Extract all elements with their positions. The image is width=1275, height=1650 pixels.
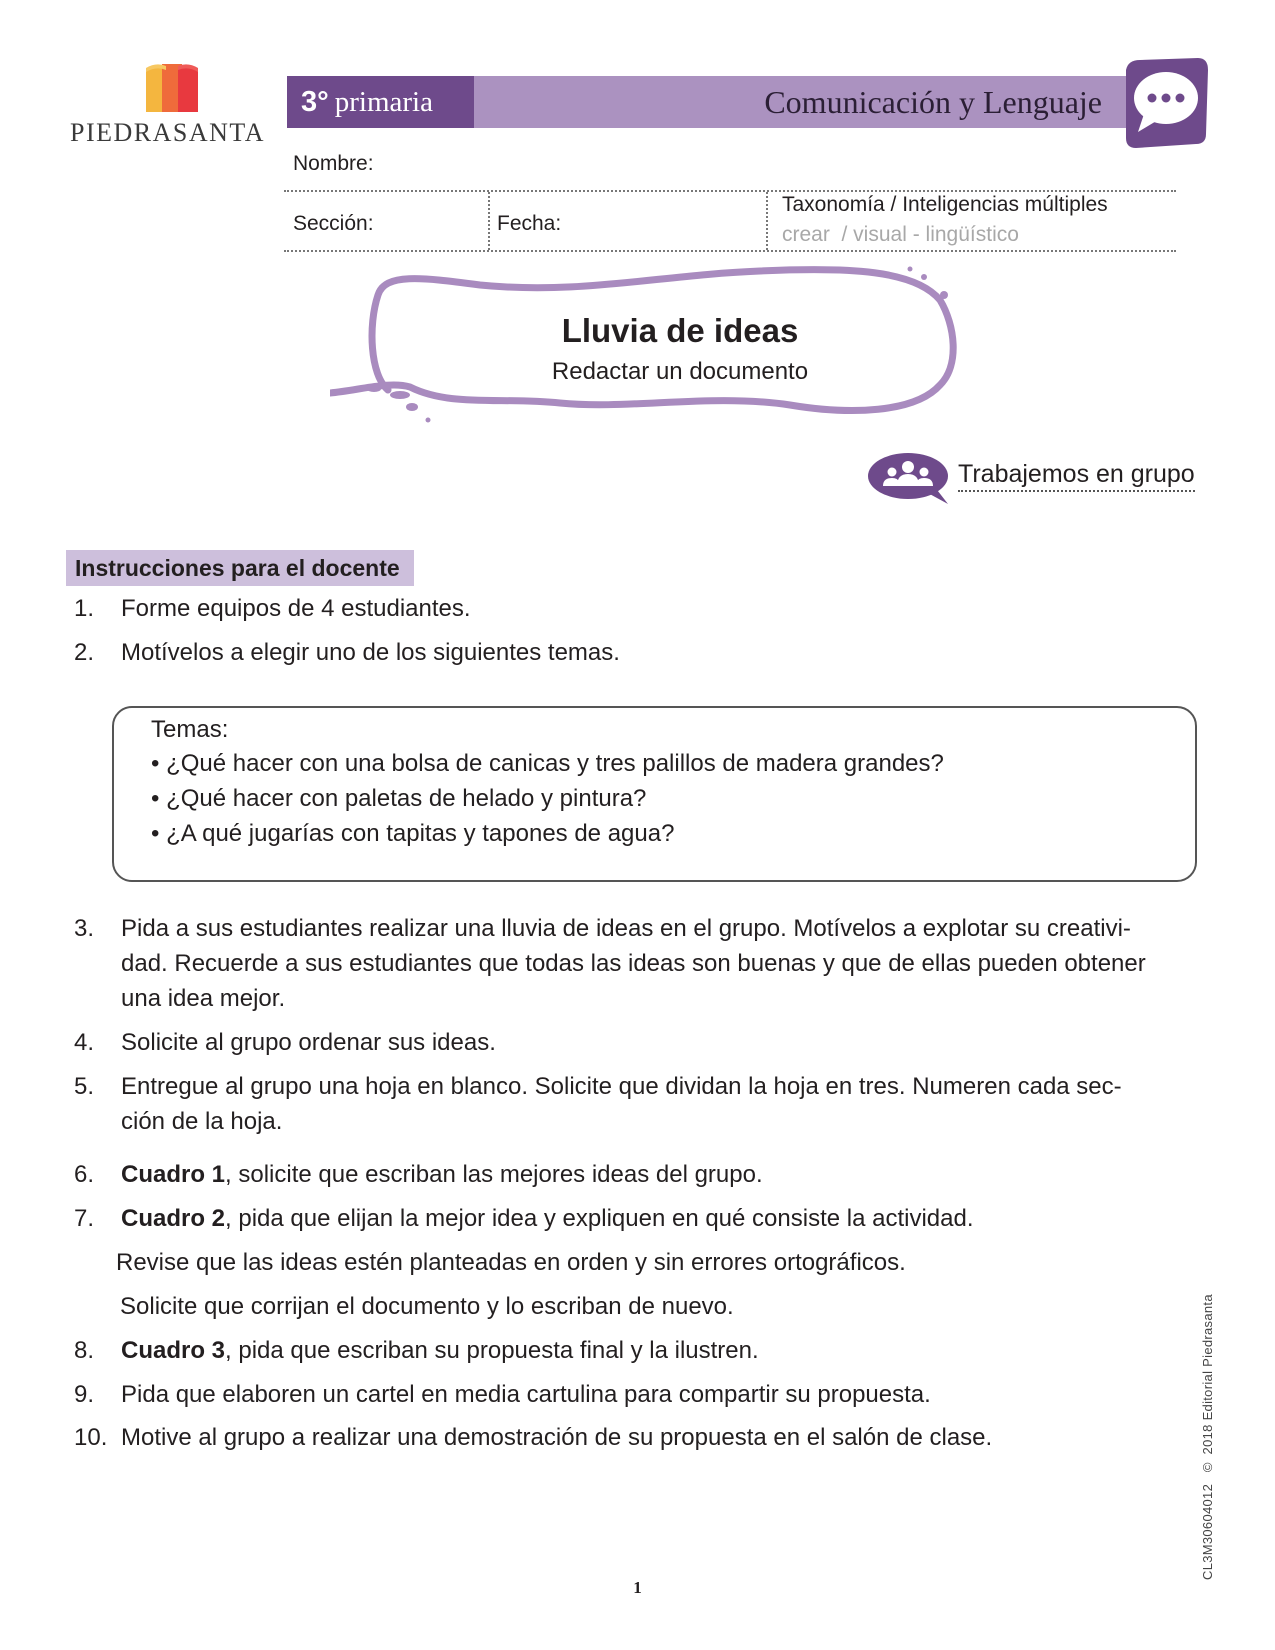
page-number: 1 — [633, 1578, 642, 1597]
note-text: Revise que las ideas estén planteadas en orden y sin errores ortográficos. — [116, 1249, 906, 1276]
item-text: Motive al grupo a realizar una demostración de su propuesta en el salón de clase. — [121, 1424, 993, 1451]
divider — [284, 250, 1176, 252]
section-label: Sección: — [293, 212, 374, 235]
name-label: Nombre: — [293, 152, 374, 175]
bullet-icon: • — [151, 820, 167, 847]
date-field[interactable] — [560, 200, 760, 244]
item-text: , pida que elijan la mejor idea y expliquen en qué consiste la actividad. — [225, 1205, 974, 1232]
item-text: Entregue al grupo una hoja en blanco. Solicite que dividan la hoja en tres. Numeren cada sec- — [121, 1073, 1122, 1100]
activity-subtitle: Redactar un documento — [551, 358, 809, 385]
grade-label — [287, 76, 474, 128]
brand-name: PIEDRASANTA — [70, 118, 265, 147]
box-label: Cuadro 2 — [121, 1205, 226, 1232]
item-text: Pida que elaboren un cartel en media cartulina para compartir su propuesta. — [121, 1381, 931, 1408]
copyright-notice: CL3M30604012 © 2018 Editorial Piedrasanta — [1200, 1294, 1215, 1580]
taxonomy-label: Taxonomía / Inteligencias múltiples — [782, 193, 1108, 216]
bullet-icon: • — [151, 750, 167, 777]
item-number: 10. — [74, 1424, 108, 1451]
bullet-icon: • — [151, 785, 167, 812]
activity-title: Lluvia de ideas — [561, 312, 799, 349]
group-people-icon — [866, 452, 956, 504]
item-text: , pida que escriban su propuesta final y la ilustren. — [225, 1337, 759, 1364]
item-text: una idea mejor. — [121, 985, 286, 1012]
item-text: Solicite al grupo ordenar sus ideas. — [121, 1029, 496, 1056]
theme-text: ¿A qué jugarías con tapitas y tapones de agua? — [166, 820, 675, 847]
instructions-heading: Instrucciones para el docente — [66, 550, 414, 586]
divider — [766, 192, 768, 250]
book-logo-icon — [70, 60, 275, 118]
item-text: Forme equipos de 4 estudiantes. — [121, 595, 471, 622]
item-number: 1. — [74, 595, 95, 622]
grade-number: 3° — [301, 85, 329, 118]
theme-bullet — [151, 820, 674, 848]
item-text: Pida a sus estudiantes realizar una lluvia de ideas en el grupo. Motívelos a explotar su creativi- — [121, 915, 1131, 942]
item-number: 7. — [74, 1205, 95, 1232]
item-text: , solicite que escriban las mejores ideas del grupo. — [225, 1161, 763, 1188]
theme-bullet — [151, 750, 944, 778]
taxonomy-value: crear / visual - lingüístico — [782, 223, 1019, 246]
box-label: Cuadro 3 — [121, 1337, 226, 1364]
item-number: 2. — [74, 639, 95, 666]
subject-title: Comunicación y Lenguaje — [764, 83, 1102, 120]
theme-text: ¿Qué hacer con una bolsa de canicas y tres palillos de madera grandes? — [166, 750, 944, 777]
grade-level: primaria — [334, 85, 433, 118]
item-number: 3. — [74, 915, 95, 942]
date-label: Fecha: — [497, 212, 562, 235]
item-number: 4. — [74, 1029, 95, 1056]
item-text: dad. Recuerde a sus estudiantes que todas las ideas son buenas y que de ellas pueden obtener — [121, 950, 1146, 977]
divider — [488, 192, 490, 250]
theme-text: ¿Qué hacer con paletas de helado y pintura? — [166, 785, 647, 812]
item-number: 5. — [74, 1073, 95, 1100]
group-work-label: Trabajemos en grupo — [958, 460, 1195, 492]
item-number: 9. — [74, 1381, 95, 1408]
item-number: 8. — [74, 1337, 95, 1364]
speech-cloud-frame — [330, 265, 980, 435]
divider — [284, 190, 1176, 192]
item-number: 6. — [74, 1161, 95, 1188]
note-text: Solicite que corrijan el documento y lo escriban de nuevo. — [120, 1293, 734, 1320]
list-item — [74, 911, 1194, 1021]
theme-bullet — [151, 785, 646, 813]
item-text: Motívelos a elegir uno de los siguientes temas. — [121, 639, 620, 666]
list-item — [74, 1069, 1194, 1141]
publisher-logo — [70, 60, 275, 150]
speech-bubble-icon — [1120, 58, 1210, 152]
themes-label: Temas: — [151, 716, 229, 743]
name-field[interactable] — [380, 150, 1170, 184]
item-text: ción de la hoja. — [121, 1108, 283, 1135]
box-label: Cuadro 1 — [121, 1161, 226, 1188]
section-field[interactable] — [372, 200, 482, 244]
